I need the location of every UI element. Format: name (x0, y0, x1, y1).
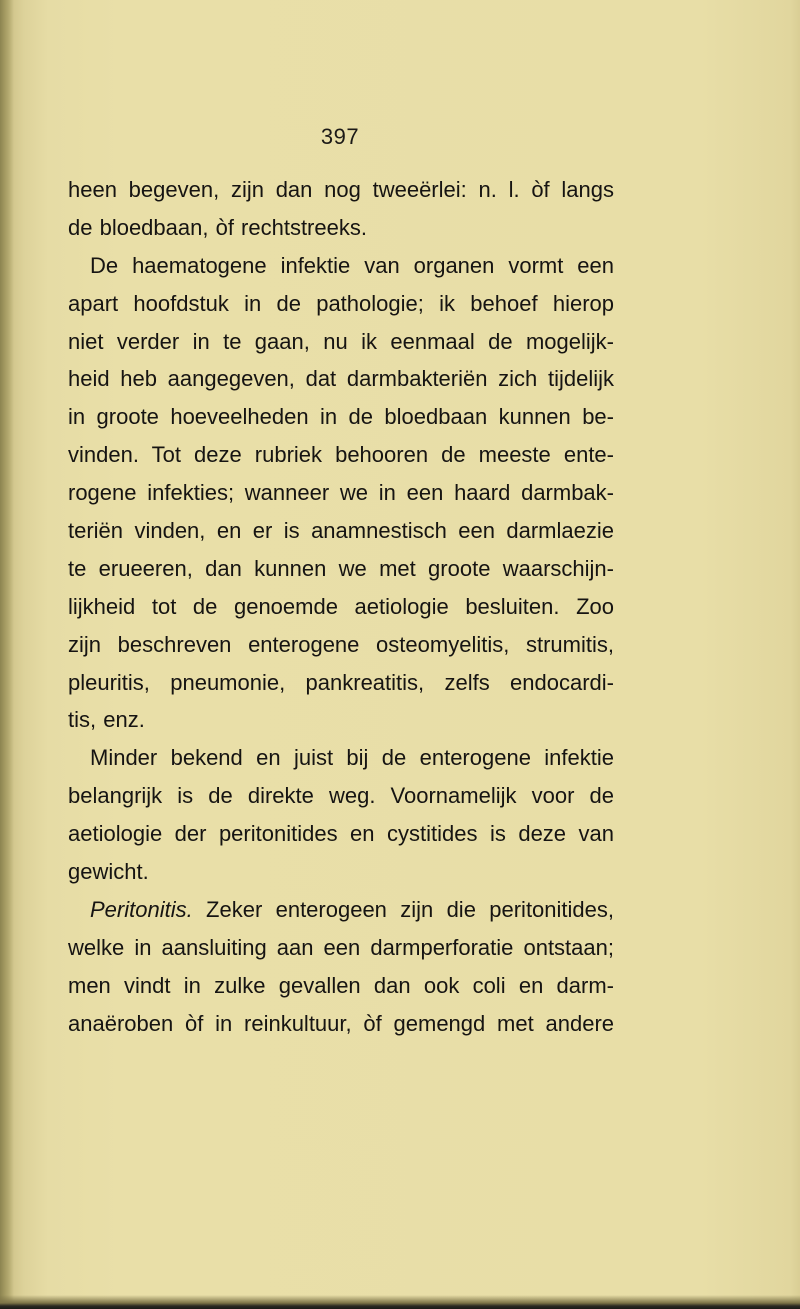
text-line: men vindt in zulke gevallen dan ook coli en darm- (68, 972, 614, 998)
text-line: heen begeven, zijn dan nog tweeërlei: n. l. òf langs (68, 177, 614, 202)
page-number: 397 (320, 124, 360, 149)
body-text (68, 171, 614, 1042)
text-line: apart hoofdstuk in de pathologie; ik behoef hierop (68, 290, 614, 316)
text-line: te erueeren, dan kunnen we met groote waarschijn- (68, 555, 614, 581)
text-line: belangrijk is de direkte weg. Voornamelijk voor de (68, 783, 614, 809)
text-line: niet verder in te gaan, nu ik eenmaal de mogelijk- (68, 328, 614, 354)
text-line: heid heb aangegeven, dat darmbakteriën zich tijdelijk (68, 366, 614, 392)
text-line: aetiologie der peritonitides en cystitides is deze van (68, 821, 614, 847)
section-heading-peritonitis: Peritonitis. (90, 896, 193, 922)
text-line: anaëroben òf in reinkultuur, òf gemengd met andere (68, 1010, 614, 1036)
text-line: gewicht. (68, 859, 149, 885)
text-line: vinden. Tot deze rubriek behooren de meeste ente- (68, 442, 614, 468)
text-line: Minder bekend en juist bij de enterogene infektie (90, 745, 614, 771)
text-line: rogene infekties; wanneer we in een haard darmbak- (68, 480, 614, 506)
text-line-rest: Zeker enterogeen zijn die peritonitides, (192, 896, 614, 922)
text-line: de bloedbaan, òf rechtstreeks. (68, 214, 367, 240)
text-line: teriën vinden, en er is anamnestisch een darmlaezie (68, 518, 614, 544)
text-line: welke in aansluiting aan een darmperforatie ontstaan; (68, 934, 614, 960)
page-bottom-edge (0, 1295, 800, 1309)
page-binding-shadow (0, 0, 14, 1309)
text-line: in groote hoeveelheden in de bloedbaan kunnen be- (68, 404, 614, 430)
text-line: De haematogene infektie van organen vormt een (90, 252, 614, 278)
text-line (68, 891, 614, 929)
text-line: tis, enz. (68, 707, 145, 733)
text-line: zijn beschreven enterogene osteomyelitis, strumitis, (68, 631, 614, 657)
text-line: lijkheid tot de genoemde aetiologie besluiten. Zoo (68, 593, 614, 619)
text-line: pleuritis, pneumonie, pankreatitis, zelfs endocardi- (68, 669, 614, 695)
